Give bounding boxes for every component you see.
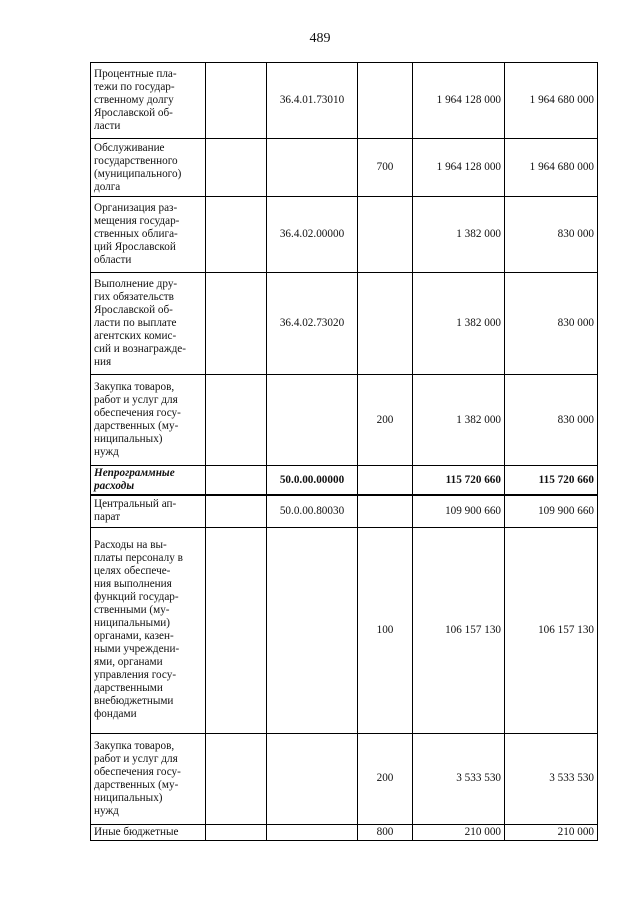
row-empty-cell (206, 197, 267, 273)
row-name-cell: Расходы на вы- платы персоналу в целях обеспече- ния выполнения функций государ- ственными (му- ниципальными) органами, казен- ными учреждени- ями, органами управления госу- дарственными внебюджетными фондами (91, 527, 206, 733)
row-name-cell: Непрограммные расходы (91, 466, 206, 496)
row-code-cell (267, 733, 358, 824)
row-type-cell: 800 (358, 824, 413, 840)
row-sum2-cell: 109 900 660 (505, 495, 598, 527)
table-row-section (91, 466, 598, 496)
row-sum2-cell: 1 964 680 000 (505, 63, 598, 139)
row-empty-cell (206, 139, 267, 197)
row-sum1-cell: 1 964 128 000 (413, 139, 505, 197)
page-number: 489 (309, 31, 331, 46)
table-row (91, 139, 598, 197)
row-sum2-cell: 1 964 680 000 (505, 139, 598, 197)
row-empty-cell (206, 466, 267, 496)
row-sum2-cell: 830 000 (505, 273, 598, 375)
row-code-cell (267, 139, 358, 197)
row-name-cell: Центральный ап- парат (91, 495, 206, 527)
row-sum2-cell: 830 000 (505, 375, 598, 466)
row-sum2-cell: 210 000 (505, 824, 598, 840)
row-name-cell: Закупка товаров, работ и услуг для обеспечения госу- дарственных (му- ниципальных) нужд (91, 733, 206, 824)
row-name-cell: Процентные пла- тежи по государ- ственному долгу Ярославской об- ласти (91, 63, 206, 139)
row-empty-cell (206, 733, 267, 824)
row-type-cell (358, 495, 413, 527)
budget-table (90, 62, 598, 841)
row-type-cell: 200 (358, 733, 413, 824)
table-row (91, 273, 598, 375)
table-row (91, 197, 598, 273)
row-type-cell (358, 466, 413, 496)
table-row (91, 63, 598, 139)
table-row (91, 495, 598, 527)
row-sum1-cell: 115 720 660 (413, 466, 505, 496)
row-empty-cell (206, 273, 267, 375)
table-row (91, 527, 598, 733)
row-type-cell (358, 63, 413, 139)
row-sum1-cell: 106 157 130 (413, 527, 505, 733)
row-empty-cell (206, 375, 267, 466)
row-type-cell (358, 197, 413, 273)
row-sum2-cell: 106 157 130 (505, 527, 598, 733)
row-type-cell: 100 (358, 527, 413, 733)
row-code-cell: 36.4.02.00000 (267, 197, 358, 273)
row-empty-cell (206, 824, 267, 840)
row-empty-cell (206, 495, 267, 527)
row-empty-cell (206, 527, 267, 733)
row-code-cell: 50.0.00.80030 (267, 495, 358, 527)
row-sum1-cell: 210 000 (413, 824, 505, 840)
row-sum1-cell: 1 382 000 (413, 375, 505, 466)
row-code-cell (267, 527, 358, 733)
row-sum1-cell: 1 382 000 (413, 273, 505, 375)
row-sum2-cell: 3 533 530 (505, 733, 598, 824)
row-name-cell: Выполнение дру- гих обязательств Ярославской об- ласти по выплате агентских комис- сий и вознагражде- ния (91, 273, 206, 375)
row-name-cell: Обслуживание государственного (муниципального) долга (91, 139, 206, 197)
row-sum1-cell: 3 533 530 (413, 733, 505, 824)
row-sum2-cell: 115 720 660 (505, 466, 598, 496)
row-code-cell: 50.0.00.00000 (267, 466, 358, 496)
row-name-cell: Закупка товаров, работ и услуг для обеспечения госу- дарственных (му- ниципальных) нужд (91, 375, 206, 466)
row-name-cell: Иные бюджетные (91, 824, 206, 840)
table-body (91, 63, 598, 841)
row-code-cell: 36.4.02.73020 (267, 273, 358, 375)
row-type-cell: 200 (358, 375, 413, 466)
table-row (91, 375, 598, 466)
row-code-cell: 36.4.01.73010 (267, 63, 358, 139)
table-row (91, 824, 598, 840)
row-empty-cell (206, 63, 267, 139)
row-sum1-cell: 1 964 128 000 (413, 63, 505, 139)
row-sum1-cell: 109 900 660 (413, 495, 505, 527)
row-sum1-cell: 1 382 000 (413, 197, 505, 273)
row-type-cell: 700 (358, 139, 413, 197)
row-type-cell (358, 273, 413, 375)
row-sum2-cell: 830 000 (505, 197, 598, 273)
row-code-cell (267, 375, 358, 466)
row-code-cell (267, 824, 358, 840)
table-row (91, 733, 598, 824)
row-name-cell: Организация раз- мещения государ- ственных облига- ций Ярославской области (91, 197, 206, 273)
